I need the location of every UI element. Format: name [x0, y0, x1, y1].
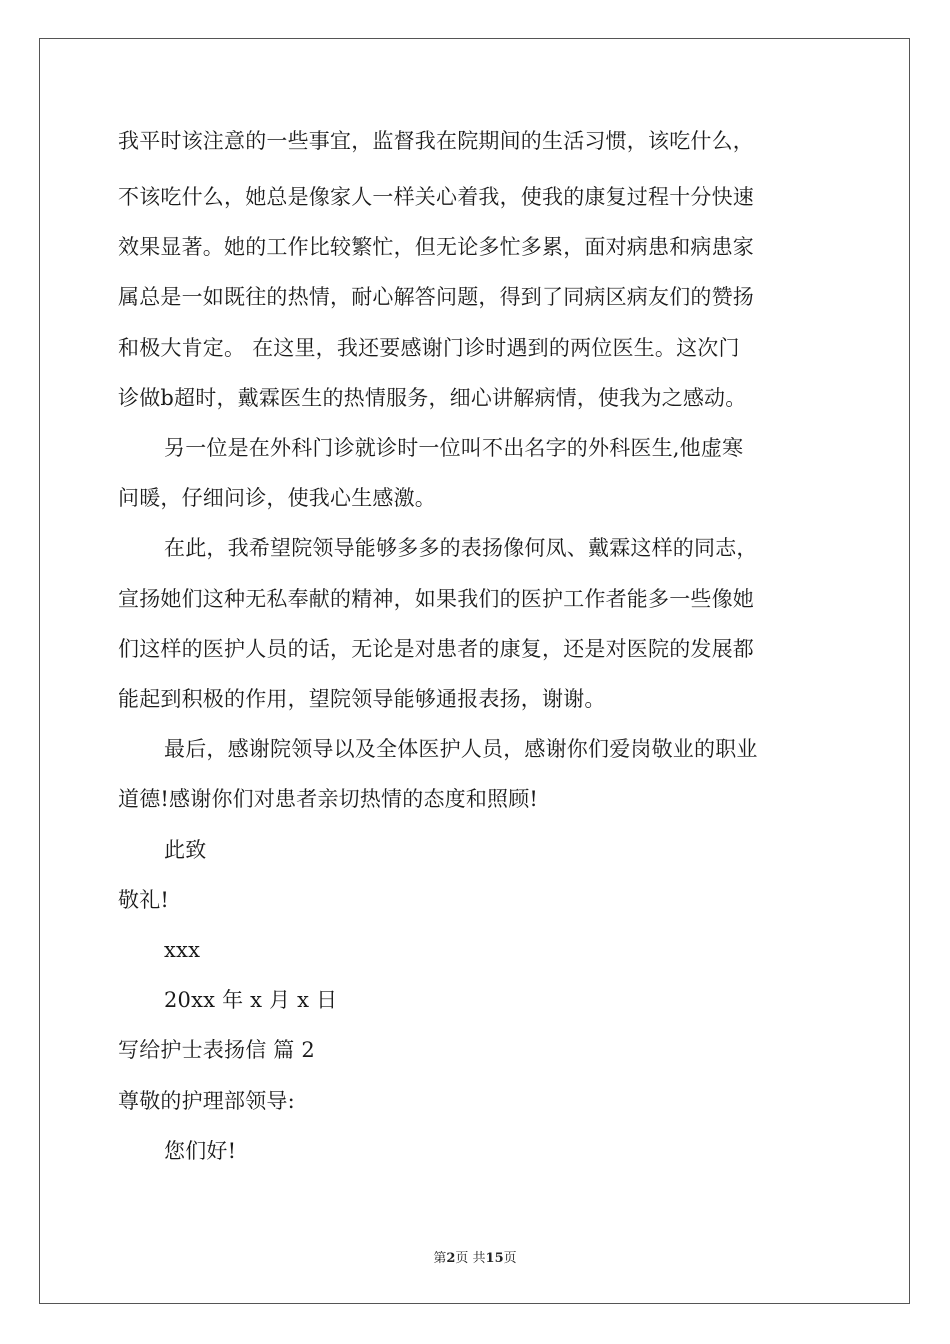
letter-greeting: 您们好!: [164, 1139, 237, 1163]
text-line-11: 们这样的医护人员的话，无论是对患者的康复，还是对医院的发展都: [118, 637, 754, 661]
footer-prefix: 第: [433, 1251, 447, 1266]
signature-name: xxx: [164, 938, 201, 962]
text-line-8: 问暖，仔细问诊，使我心生感激。: [118, 486, 436, 510]
text-line-13: 最后，感谢院领导以及全体医护人员，感谢你们爱岗敬业的职业: [164, 737, 758, 761]
text-line-9: 在此，我希望院领导能够多多的表扬像何凤、戴霖这样的同志，: [164, 536, 758, 560]
text-line-3: 效果显著。她的工作比较繁忙，但无论多忙多累，面对病患和病患家: [118, 235, 754, 259]
page-footer: [0, 1247, 950, 1266]
signature-date: 20xx 年 x 月 x 日: [164, 988, 338, 1012]
text-line-6: 诊做b超时，戴霖医生的热情服务，细心讲解病情，使我为之感动。: [118, 386, 747, 410]
footer-total-pages: 15: [485, 1251, 504, 1266]
text-line-2: 不该吃什么，她总是像家人一样关心着我，使我的康复过程十分快速: [118, 185, 754, 209]
footer-mid: 页 共: [455, 1251, 486, 1266]
section-heading: 写给护士表扬信 篇 2: [118, 1038, 315, 1062]
footer-current-page: 2: [446, 1251, 456, 1266]
closing-salutation: 此致: [164, 838, 207, 862]
text-line-1: 我平时该注意的一些事宜，监督我在院期间的生活习惯，该吃什么，: [118, 129, 754, 153]
text-line-12: 能起到积极的作用，望院领导能够通报表扬，谢谢。: [118, 687, 606, 711]
text-line-4: 属总是一如既往的热情，耐心解答问题，得到了同病区病友们的赞扬: [118, 285, 754, 309]
closing-regards: 敬礼!: [118, 888, 170, 912]
text-line-10: 宣扬她们这种无私奉献的精神，如果我们的医护工作者能多一些像她: [118, 587, 754, 611]
letter-addressee: 尊敬的护理部领导:: [118, 1089, 295, 1113]
text-line-14: 道德!感谢你们对患者亲切热情的态度和照顾!: [118, 787, 539, 811]
text-line-7: 另一位是在外科门诊就诊时一位叫不出名字的外科医生,他虚寒: [164, 436, 744, 460]
text-line-5: 和极大肯定。 在这里，我还要感谢门诊时遇到的两位医生。这次门: [118, 336, 740, 360]
footer-suffix: 页: [503, 1251, 517, 1266]
